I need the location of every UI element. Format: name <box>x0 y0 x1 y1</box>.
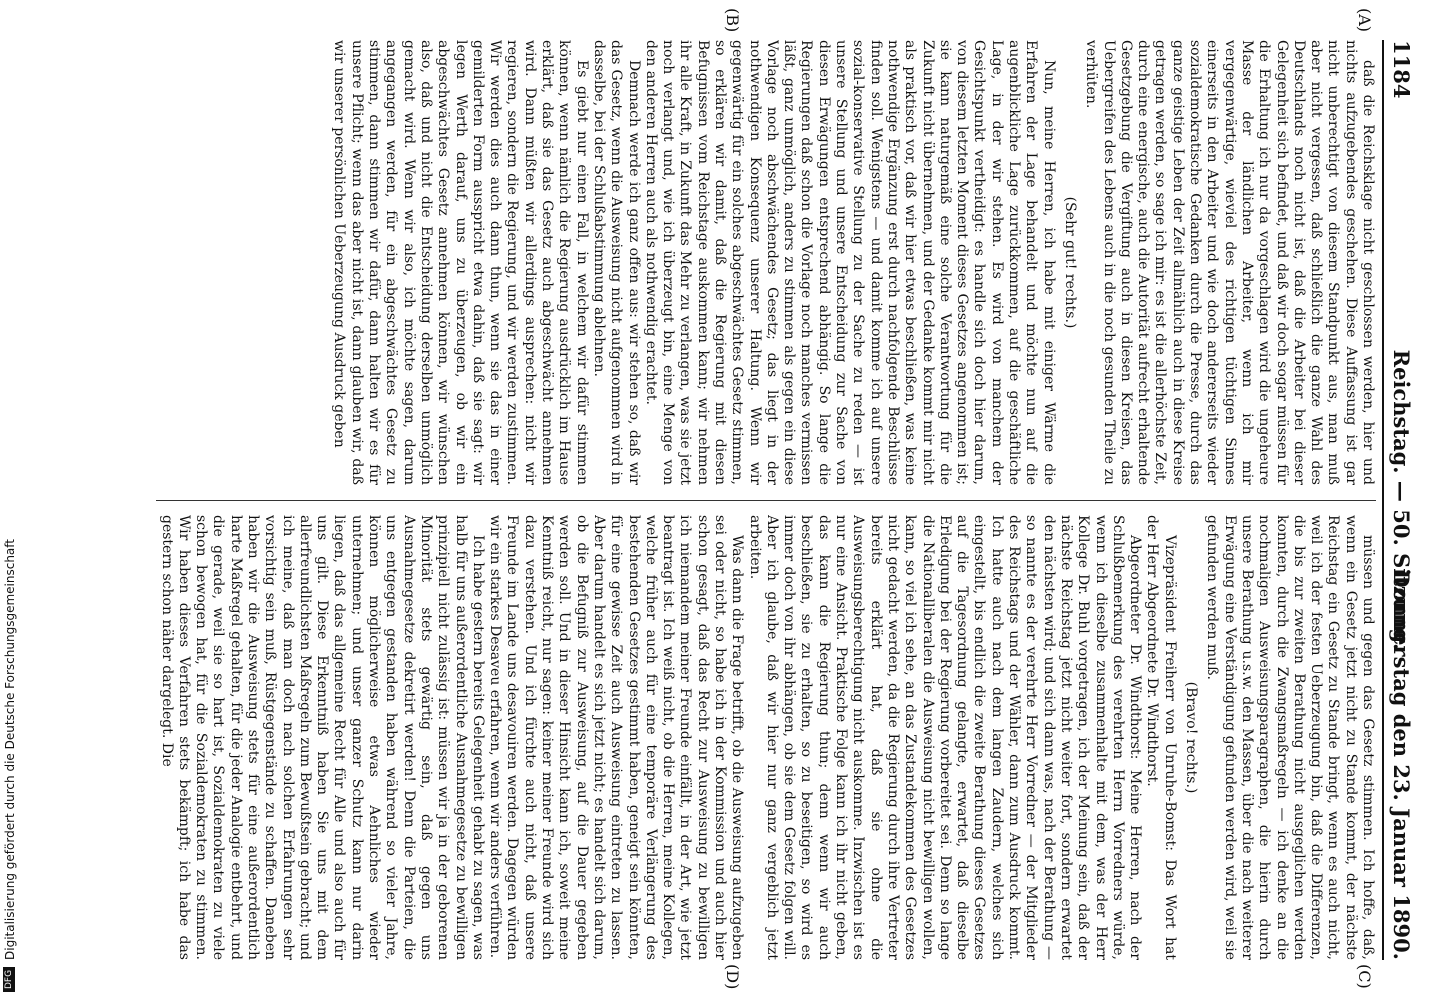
paragraph: müssen und gegen das Gesetz stimmen. Ich hoffe, daß, wenn ein Gesetz jetzt nicht zu Stande kommt, der nächste Reichstag ein Gesetz zu Stande bringt, wenn es auch nicht, weil ich der festen Ueberzeugung bin, daß die Differenzen, die bis zur zweiten Berathung nicht ausgeglichen werden konnten, durch die Zwangsmaßregeln — ich denke an die nochmaligen Ausweisungsparagraphen, die hierin durch unsere Berathung u.s.w. den Massen, über die nach weiterer Erwägung eine Verständigung gefunden werden wird, weil sie gefunden werden muß. <box>1204 515 1376 960</box>
margin-mark-d: (D) <box>723 964 742 990</box>
left-text-column <box>136 40 1376 485</box>
page-header <box>1382 40 1420 960</box>
paragraph: Demnach werde ich ganz offen aus: wir stehen so, daß wir das Gesetz, wenn die Ausweisung nicht aufgenommen wird in dasselbe, bei der Schlußabstimmung ablehnen. <box>590 40 642 485</box>
page-number: 1184 <box>1389 40 1414 99</box>
interjection: (Sehr gut! rechts.) <box>1061 196 1078 329</box>
paragraph: Ich habe gestern bereits Gelegenheit gehabt zu sagen, was halb für uns außerordentliche Ausnahmegesetze zu bewilligen prinzipiell nicht zulässig ist: müssen wir ja in der geborenen Minorität stets gewärtig sein, daß gegen uns Ausnahmegesetze dekretirt werden! Denn die Parteien, die uns entgegen gestanden haben während so vieler Jahre, können möglicherweise etwas Aehnliches wieder unternehmen; und unser ganzer Schutz kann nur darin liegen, daß das allgemeine Recht für Alle und also auch für uns gilt. Diese Erkenntniß haben Sie uns mit dem allerfreundlichsten Maßregeln zum Bewußtsein gebracht; und ich meine, daß man doch nach solchen Erfahrungen sehr vorsichtig sein muß, Rüstgegenstände zu schaffen. Daneben haben wir die Ausweisung stets für eine außerordentlich harte Maßregel gehalten, für die jeder Analogie entbehrt, und die gerade, weil sie so hart ist, Sozialdemokraten zu viele schon bewogen hat, für die Sozialdemokraten zu stimmen. Wir haben dieses Verfahren stets bekämpft; ich habe das gestern schon näher dargelegt. Die <box>158 515 486 960</box>
footer-credit: Digitalisierung gefördert durch die Deutsche Forschungsgemeinschaft <box>3 538 17 960</box>
paragraph: Nun, meine Herren, ich habe mit einiger Wärme die Erfahren der Lage behandelt und möchte nun auf die augenblickliche Lage zurückkommen, auf die geschäftliche Lage, in der wir stehen. Es wird von manchem der Gesichtspunkt vertheidigt: es handle sich doch hier darum, von diesem letzten Moment dieses Gesetzes angenommen ist; sie kann naturgemäß eine solche Verantwortung für die Zukunft nicht übernehmen, und der Gedanke kommt mir nicht als praktisch vor, daß wir hier etwas beschließen, was keine nothwendige Ergänzung erst durch nachfolgende Beschlüsse finden soll. Wenigstens — und damit komme ich auf unsere sozial-konservative Stellung zu der Sache zu reden — ist unsere Stellung und unsere Entscheidung zur Sache von diesen Erwägungen entsprechend abhängig. So lange die Regierungen daß schon die Vorlage noch manches vermissen läßt, ganz unmöglich, anders zu stimmen als gegen ein diese Vorlage noch abschwächendes Gesetz; das liegt in der nothwendigen Konsequenz unserer Haltung. Wenn wir gegenwärtig für ein solches abgeschwächtes Gesetz stimmen, so erklären wir damit, daß die Regierung mit diesen Befugnissen vom Reichstage auskommen kann; wir nehmen ihr alle Kraft, in Zukunft das Mehr zu verlangen, was sie jetzt noch verlangt und, wie ich überzeugt bin, eine Menge von den anderen Herren auch als nothwendig erachtet. <box>642 40 1057 485</box>
session-date: Donnerstag den 23. Januar 1890. <box>1389 569 1414 960</box>
speaker-paragraph: Abgeordneter Dr. Windthorst: Meine Herren, nach der Schlußbemerkung des verehrten Herrn Vorredners würde, wenn ich dieselbe zusammenhalte mit dem, was der Herr Kollege Dr. Buhl vorgetragen, ich der Meinung sein, daß der nächste Reichstag jetzt nicht weiter fort, sondern erwartet den nächsten wird; und sich dann was, nach der Berathung — so nannte es der verehrte Herr Vorredner — der Mitglieder des Reichstags und der Wähler, dann zum Ausdruck kommt. Ich hatte auch nach dem langen Zaudern, welches sich eingestellt, bis endlich die zweite Berathung dieses Gesetzes auf die Tagesordnung gelangte, erwartet, daß dieselbe Erledigung bei der Regierung vorbereitet sei. Denn so lange die Nationalliberalen die Ausweisung nicht bewilligen wollen, kann, so viel ich sehe, an das Zustandekommen des Gesetzes nicht gedacht werden, da die Regierung durch ihre Vertreter bereits erklärt hat, daß sie ohne die Ausweisungsberechtigung nicht auskomme. Inzwischen ist es nur eine Ansicht. Praktische Folge kann ich ihr nicht geben, das kann die Regierung thun; denn wenn wir auch beschließen, sie zu erhalten, so zu beseitigen, so wird es immer doch von ihr abhängen, ob sie dem Gesetz folgen will. Aber ich glaube, daß wir hier nur ganz vergeblich jetzt arbeiten. <box>746 515 1144 960</box>
margin-mark-b: (B) <box>723 8 742 33</box>
paragraph: Es giebt nur einen Fall, in welchem wir dafür stimmen können, wenn nämlich die Regierung ausdrücklich im Hause erklärt, daß sie das Gesetz auch abgeschwächt annehmen wird. Dann müßten wir allerdings ausprechen: nicht wir regieren, sondern die Regierung, und wir werden zustimmen. Wir werden dies auch dann thun, wenn sie das in einer gemilderten Form ausspricht etwa dahin, daß sie sagt: wir legen Werth darauf, uns zu überzeugen, ob wir ein abgeschwächtes Gesetz annehmen können, wir wünschen also, daß und nicht die Entscheidung derselben unmöglich gemacht wird. Wenn wir also, ich möchte sagen, darum angegangen werden, für ein abgeschwächtes Gesetz zu stimmen, dann stimmen wir dafür, dann halten wir es für unsere Pflicht; wenn das aber nicht ist, dann glauben wir, daß wir unserer persönlichen Ueberzeugung Ausdruck geben <box>331 40 590 485</box>
margin-mark-a: (A) <box>1355 8 1374 33</box>
margin-mark-c: (C) <box>1355 964 1374 989</box>
paragraph: Was dann die Frage betrifft, ob die Ausweisung aufzugeben sei oder nicht, so habe ich in der Kommission und auch hier schon gesagt, daß das Recht zur Ausweisung zu bewilligen ich niemandem meiner Freunde einfällt, in der Art, wie jetzt beantragt ist. Ich weiß nicht, ob die Herren, meine Kollegen, welche früher auch für eine temporäre Verlängerung des bestehenden Gesetzes gestimmt haben, geneigt sein könnten, für eine gewisse Zeit auch Ausweisung eintreten zu lassen. Aber darum handelt es sich jetzt nicht; es handelt sich darum, ob die Befugniß zur Ausweisung, auf die Dauer gegeben werden soll. Und in dieser Hinsicht kann ich, soweit meine Kenntniß reicht, nur sagen: keiner meiner Freunde wird sich dazu verstehen. Und ich fürchte auch nicht, daß unsere Freunde im Lande uns desavouiren werden. Dagegen würden wir ein starkes Desaveu erfahren, wenn wir anders verführen. <box>487 515 746 960</box>
session-title: Reichstag. — 50. Sitzung. <box>1389 349 1414 651</box>
dfg-logo: DFG <box>3 967 15 992</box>
footer-strip <box>0 0 22 1000</box>
speaker-paragraph: Vizepräsident Freiherr von Unruhe-Bomst: Das Wort hat der Herr Abgeordnete Dr. Windthorst. <box>1144 515 1178 960</box>
paragraph: daß die Reichsklage nicht geschlossen werden, hier und nichts aufzugebendes geschehen. Diese Auffassung ist gar nicht unberechtigt von diesem Standpunkt aus, man muß aber nicht vergessen, daß schließlich die ganze Wahl des Deutschlands noch nicht ist, daß die Arbeiter bei dieser Gelegenheit sich befindet, und daß wir doch sogar müssen für die Erhaltung ich nur da vorgeschlagen wird die ungeheure Masse der ländlichen Arbeiter, wenn ich mir vergegenwärtige, wieviel des richtigen tüchtigen Sinnes einerseits in den Arbeiter und wie doch andererseits wieder sozialdemokratische Gedanken durch die Presse, durch das ganze geistige Leben der Zeit allmählich auch in diese Kreise getragen werden, so sage ich mir: es ist die allerhöchste Zeit, durch eine energische, auch die Autorität aufrecht erhaltende Gesetzgebung die Vergiftung auch in diesen Kreisen, das Uebergreifen des Lebens auch in die noch gesunden Theile zu verhüten. <box>1083 40 1376 485</box>
right-text-column <box>136 515 1376 960</box>
interjection: (Bravo! rechts.) <box>1183 681 1200 794</box>
column-divider <box>156 500 1376 501</box>
